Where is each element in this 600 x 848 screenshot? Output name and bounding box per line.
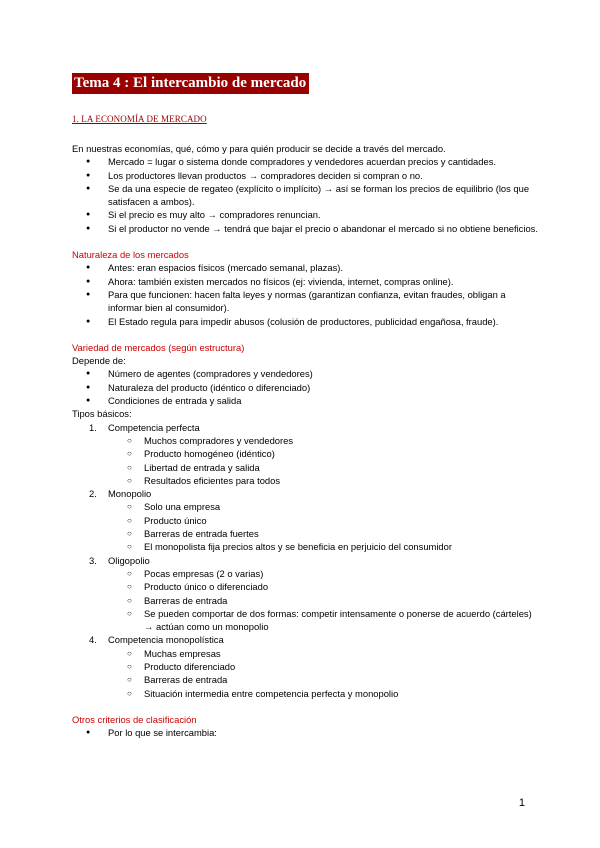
sub-list-item: ○ Producto único o diferenciado [72,580,542,593]
list-item: ● Si el precio es muy alto → compradores renuncian. [72,208,542,221]
list-item: ● Naturaleza del producto (idéntico o diferenciado) [72,381,542,394]
sub-list-item: ○ Situación intermedia entre competencia perfecta y monopolio [72,687,542,700]
naturaleza-list [72,261,542,327]
list-number: 1. [89,421,97,433]
tipo-name: Monopolio [108,488,152,500]
sub-list-item: ○ Barreras de entrada [72,594,542,607]
depende-label: Depende de: [72,355,126,367]
sub-list-item: ○ Libertad de entrada y salida [72,461,542,474]
list-item: ● Ahora: también existen mercados no físicos (ej: vivienda, internet, compras online). [72,275,542,288]
list-item: ● Si el productor no vende → tendrá que bajar el precio o abandonar el mercado si no obtiene beneficios. [72,222,542,235]
otros-list [72,726,542,739]
list-item: ● Por lo que se intercambia: [72,726,542,739]
tipos-label: Tipos básicos: [72,408,132,420]
list-item: ● Para que funcionen: hacen falta leyes y normas (garantizan confianza, evitan fraudes, obligan a informar bien al consumidor). [72,288,542,315]
intro-paragraph: En nuestras economías, qué, cómo y para quién producir se decide a través del mercado. [72,143,446,154]
subheading-otros: Otros criterios de clasificación [72,713,197,725]
sub-list-item: ○ Solo una empresa [72,500,542,513]
page-title: Tema 4 : El intercambio de mercado [72,73,309,94]
intro-list [72,155,542,235]
sub-list-item: ○ Resultados eficientes para todos [72,474,542,487]
list-item: ● Mercado = lugar o sistema donde compradores y vendedores acuerdan precios y cantidades. [72,155,542,168]
tipo-item [72,554,542,567]
list-number: 3. [89,554,97,566]
sub-list-item: ○ Se pueden comportar de dos formas: competir intensamente o ponerse de acuerdo (cárteles) → actúan como un monopolio [72,607,542,634]
sub-list-item: ○ Muchas empresas [72,647,542,660]
list-item: ● Los productores llevan productos → compradores deciden si compran o no. [72,169,542,182]
list-item: ● Condiciones de entrada y salida [72,394,542,407]
tipo-name: Oligopolio [108,554,150,566]
sub-list-item: ○ Producto homogéneo (idéntico) [72,447,542,460]
document-body [72,142,542,739]
sub-list-item: ○ Barreras de entrada fuertes [72,527,542,540]
list-item: ● El Estado regula para impedir abusos (colusión de productores, publicidad engañosa, fraude). [72,315,542,328]
list-item: ● Antes: eran espacios físicos (mercado semanal, plazas). [72,261,542,274]
sub-list-item: ○ Producto único [72,514,542,527]
tipo-name: Competencia monopolística [108,634,224,646]
sub-list-item: ○ Producto diferenciado [72,660,542,673]
tipos-list [72,421,542,700]
sub-list-item: ○ El monopolista fija precios altos y se beneficia en perjuicio del consumidor [72,540,542,553]
subheading-variedad: Variedad de mercados (según estructura) [72,341,245,353]
list-number: 2. [89,488,97,500]
tipo-item [72,633,542,646]
list-number: 4. [89,634,97,646]
list-item: ● Se da una especie de regateo (explícito o implícito) → así se forman los precios de equilibrio (los que satisfacen a ambos). [72,182,542,209]
subheading-naturaleza: Naturaleza de los mercados [72,249,189,261]
sub-list-item: ○ Muchos compradores y vendedores [72,434,542,447]
tipo-item [72,487,542,500]
sub-list-item: ○ Pocas empresas (2 o varias) [72,567,542,580]
tipo-name: Competencia perfecta [108,421,200,433]
section-heading: 1. LA ECONOMÍA DE MERCADO [72,114,207,124]
depende-list [72,367,542,407]
page-number: 1 [518,797,525,809]
tipo-item [72,421,542,434]
list-item: ● Número de agentes (compradores y vendedores) [72,367,542,380]
sub-list-item: ○ Barreras de entrada [72,673,542,686]
